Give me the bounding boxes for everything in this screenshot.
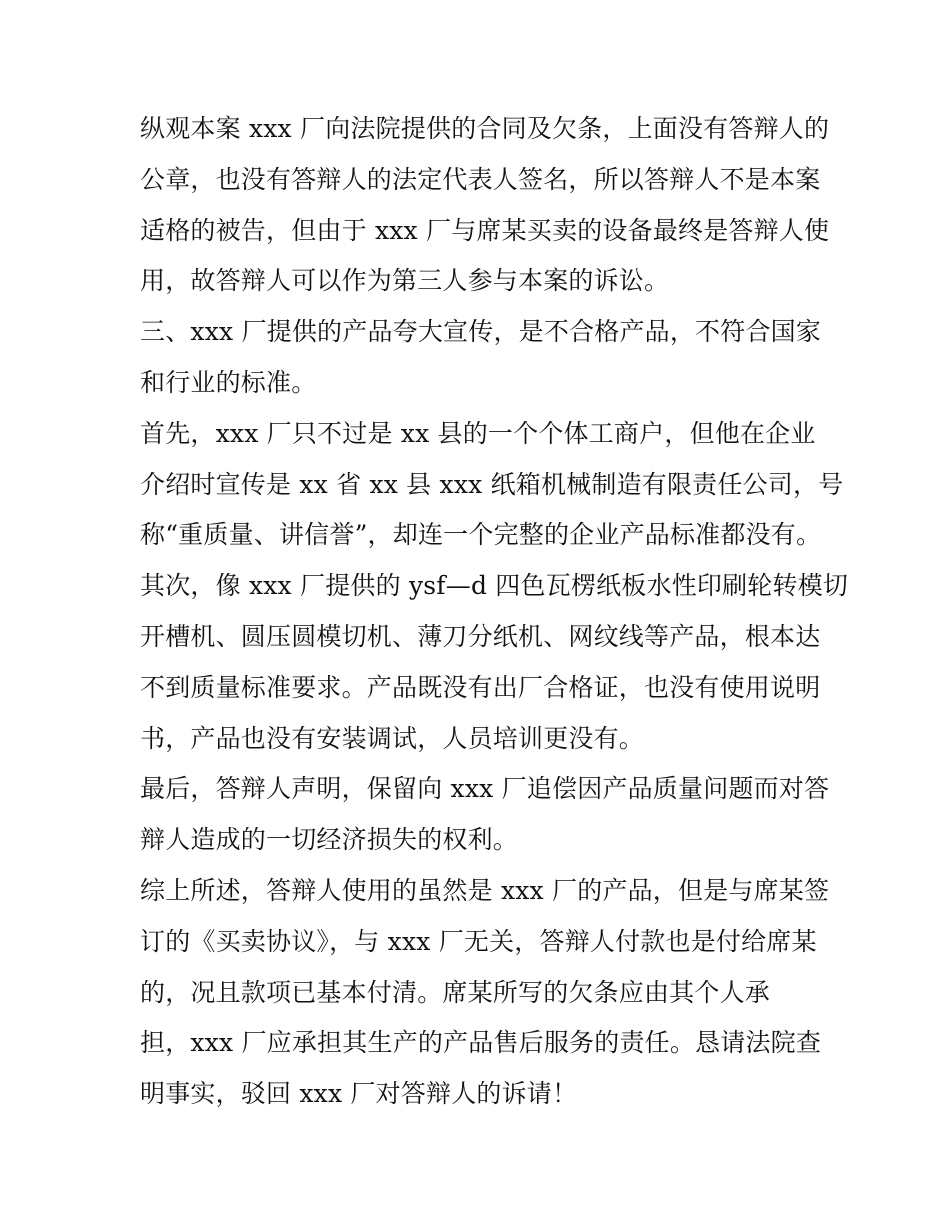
text-line: 公章，也没有答辩人的法定代表人签名，所以答辩人不是本案	[140, 164, 821, 194]
text-line: 称“重质量、讲信誉”，却连一个完整的企业产品标准都没有。	[140, 520, 822, 550]
text-line: 首先，xxx 厂只不过是 xx 县的一个个体工商户，但他在企业	[140, 418, 816, 448]
text-line: 纵观本案 xxx 厂向法院提供的合同及欠条，上面没有答辩人的	[140, 114, 830, 143]
text-line: 其次，像 xxx 厂提供的 ysf—d 四色瓦楞纸板水性印刷轮转模切	[140, 571, 849, 601]
text-line: 订的《买卖协议》，与 xxx 厂无关，答辩人付款也是付给席某	[140, 926, 817, 956]
document-body	[140, 104, 849, 1120]
text-line: 综上所述，答辩人使用的虽然是 xxx 厂的产品，但是与席某签	[140, 875, 830, 905]
text-line: 和行业的标准。	[140, 367, 317, 397]
text-line: 最后，答辩人声明，保留向 xxx 厂追偿因产品质量问题而对答	[140, 774, 830, 804]
text-line: 担，xxx 厂应承担其生产的产品售后服务的责任。恳请法院查	[140, 1028, 822, 1058]
text-line: 适格的被告，但由于 xxx 厂与席某买卖的设备最终是答辩人使	[140, 215, 830, 245]
text-line: 不到质量标准要求。产品既没有出厂合格证，也没有使用说明	[140, 672, 821, 702]
text-line: 三、xxx 厂提供的产品夸大宣传，是不合格产品，不符合国家	[140, 317, 822, 347]
text-line: 明事实，驳回 xxx 厂对答辩人的诉请！	[140, 1079, 578, 1109]
text-line: 用，故答辩人可以作为第三人参与本案的诉讼。	[140, 266, 670, 296]
text-line: 介绍时宣传是 xx 省 xx 县 xxx 纸箱机械制造有限责任公司，号	[140, 469, 844, 499]
text-line: 书，产品也没有安装调试，人员培训更没有。	[140, 723, 645, 753]
text-line: 的，况且款项已基本付清。席某所写的欠条应由其个人承	[140, 977, 771, 1007]
text-line: 开槽机、圆压圆模切机、薄刀分纸机、网纹线等产品，根本达	[140, 621, 821, 651]
text-line: 辩人造成的一切经济损失的权利。	[140, 825, 519, 855]
